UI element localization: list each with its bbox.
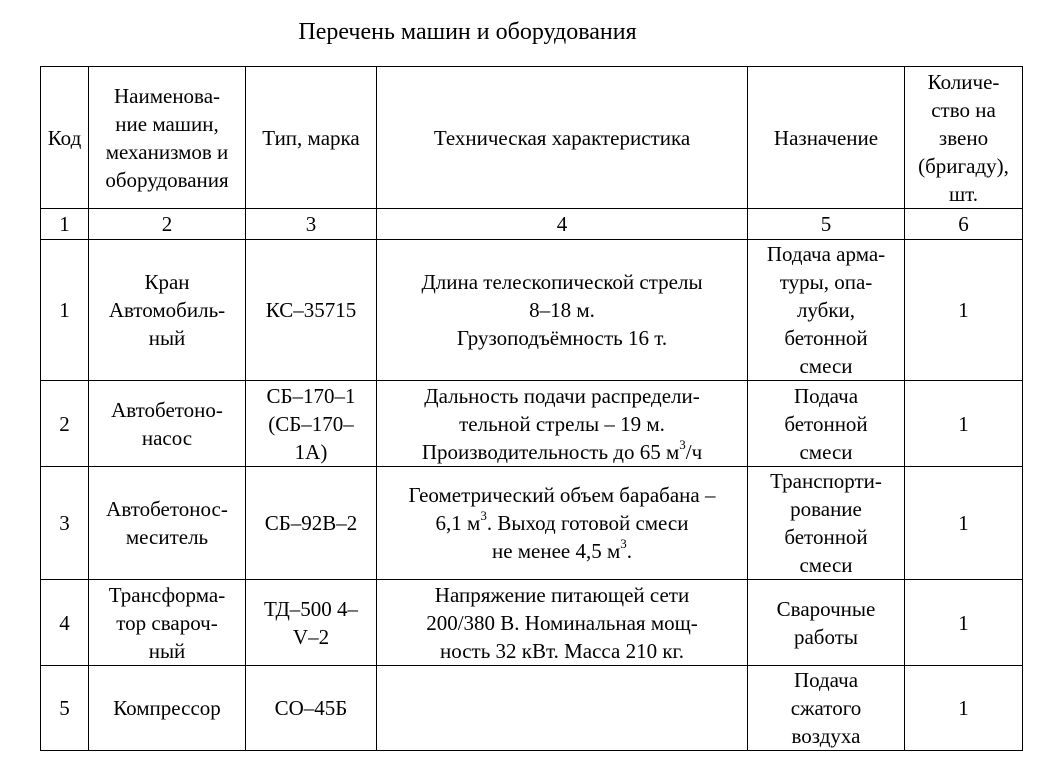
cell-type: СБ–170–1 (СБ–170– 1А) bbox=[246, 381, 377, 467]
cell-code: 1 bbox=[41, 240, 89, 381]
cell-type: СБ–92В–2 bbox=[246, 467, 377, 580]
cell-name: Компрессор bbox=[89, 666, 246, 751]
superscript: 3 bbox=[480, 508, 487, 523]
column-number: 5 bbox=[748, 209, 905, 240]
cell-purpose: Подача бетонной смеси bbox=[748, 381, 905, 467]
cell-quantity: 1 bbox=[905, 381, 1023, 467]
spec-text: Дальность подачи распредели- тельной стрелы – 19 м. Производительность до 65 м bbox=[421, 383, 700, 464]
cell-spec bbox=[377, 666, 748, 751]
cell-quantity: 1 bbox=[905, 580, 1023, 666]
superscript: 3 bbox=[679, 436, 686, 452]
equipment-table bbox=[40, 66, 1023, 751]
cell-name: Автобетонос- меситель bbox=[89, 467, 246, 580]
spec-text: . Выход готовой смеси не менее 4,5 м bbox=[486, 511, 689, 563]
table-row bbox=[41, 240, 1023, 381]
cell-spec bbox=[377, 467, 748, 580]
cell-quantity: 1 bbox=[905, 240, 1023, 381]
cell-type: СО–45Б bbox=[246, 666, 377, 751]
spec-text: . bbox=[626, 539, 633, 563]
header-type: Тип, марка bbox=[246, 67, 377, 209]
document-title: Перечень машин и оборудования bbox=[298, 19, 637, 45]
cell-code: 3 bbox=[41, 467, 89, 580]
header-code: Код bbox=[41, 67, 89, 209]
cell-purpose: Транспорти- рование бетонной смеси bbox=[748, 467, 905, 580]
column-number: 6 bbox=[905, 209, 1023, 240]
column-number-row bbox=[41, 209, 1023, 240]
spec-text: /ч bbox=[685, 439, 703, 464]
table-row bbox=[41, 381, 1023, 467]
superscript: 3 bbox=[620, 536, 627, 551]
cell-name: Трансформа- тор свароч- ный bbox=[89, 580, 246, 666]
spec-text: Геометрический объем барабана – 6,1 м bbox=[408, 483, 716, 535]
cell-name: Автобетоно- насос bbox=[89, 381, 246, 467]
cell-code: 5 bbox=[41, 666, 89, 751]
column-number: 2 bbox=[89, 209, 246, 240]
column-number: 3 bbox=[246, 209, 377, 240]
cell-spec: Длина телескопической стрелы 8–18 м. Грузоподъёмность 16 т. bbox=[377, 240, 748, 381]
header-row bbox=[41, 67, 1023, 209]
cell-code: 2 bbox=[41, 381, 89, 467]
header-spec: Техническая характеристика bbox=[377, 67, 748, 209]
cell-purpose: Подача арма- туры, опа- лубки, бетонной смеси bbox=[748, 240, 905, 381]
header-purpose: Назначение bbox=[748, 67, 905, 209]
cell-name: Кран Автомобиль- ный bbox=[89, 240, 246, 381]
header-name: Наименова- ние машин, механизмов и оборудования bbox=[89, 67, 246, 209]
table-row bbox=[41, 580, 1023, 666]
header-quantity: Количе- ство на звено (бригаду), шт. bbox=[905, 67, 1023, 209]
cell-type: ТД–500 4– V–2 bbox=[246, 580, 377, 666]
cell-quantity: 1 bbox=[905, 467, 1023, 580]
column-number: 1 bbox=[41, 209, 89, 240]
cell-code: 4 bbox=[41, 580, 89, 666]
cell-purpose: Сварочные работы bbox=[748, 580, 905, 666]
column-number: 4 bbox=[377, 209, 748, 240]
cell-spec bbox=[377, 381, 748, 467]
cell-purpose: Подача сжатого воздуха bbox=[748, 666, 905, 751]
cell-type: КС–35715 bbox=[246, 240, 377, 381]
table-row bbox=[41, 666, 1023, 751]
table-row bbox=[41, 467, 1023, 580]
cell-quantity: 1 bbox=[905, 666, 1023, 751]
cell-spec: Напряжение питающей сети 200/380 В. Номинальная мощ- ность 32 кВт. Масса 210 кг. bbox=[377, 580, 748, 666]
